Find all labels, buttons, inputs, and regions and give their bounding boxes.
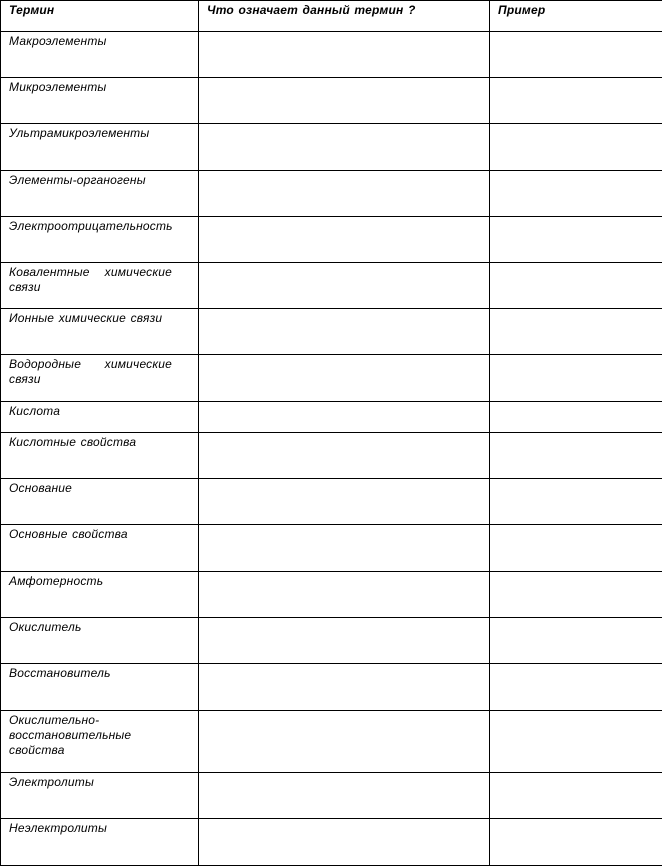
meaning-cell[interactable]: [199, 819, 490, 866]
meaning-cell[interactable]: [199, 124, 490, 171]
example-cell[interactable]: [490, 263, 662, 309]
example-cell[interactable]: [490, 124, 662, 171]
term-cell: Микроэлементы: [1, 78, 199, 124]
term-cell: Кислота: [1, 402, 199, 433]
example-cell[interactable]: [490, 309, 662, 355]
meaning-cell[interactable]: [199, 402, 490, 433]
example-cell[interactable]: [490, 433, 662, 479]
table-row: [1, 355, 662, 402]
meaning-cell[interactable]: [199, 664, 490, 711]
table-row: [1, 78, 662, 124]
example-cell[interactable]: [490, 773, 662, 819]
example-cell[interactable]: [490, 32, 662, 78]
term-cell: Окислительно-восстановительные свойства: [1, 711, 199, 773]
example-cell[interactable]: [490, 618, 662, 664]
meaning-cell[interactable]: [199, 78, 490, 124]
term-cell: Водородные химические связи: [1, 355, 199, 402]
table-row: [1, 819, 662, 866]
example-cell[interactable]: [490, 78, 662, 124]
term-cell: Ионные химические связи: [1, 309, 199, 355]
term-cell: Ковалентные химические связи: [1, 263, 199, 309]
table-row: [1, 711, 662, 773]
table-row: [1, 402, 662, 433]
example-cell[interactable]: [490, 711, 662, 773]
table-row: [1, 433, 662, 479]
table-row: [1, 479, 662, 525]
table-row: [1, 32, 662, 78]
term-cell: Электролиты: [1, 773, 199, 819]
meaning-cell[interactable]: [199, 263, 490, 309]
example-cell[interactable]: [490, 525, 662, 572]
table-header-row: [1, 1, 662, 32]
table-row: [1, 263, 662, 309]
meaning-cell[interactable]: [199, 711, 490, 773]
term-cell: Электроотрицательность: [1, 217, 199, 263]
meaning-cell[interactable]: [199, 572, 490, 618]
table-row: [1, 309, 662, 355]
term-cell: Неэлектролиты: [1, 819, 199, 866]
example-cell[interactable]: [490, 819, 662, 866]
table-row: [1, 618, 662, 664]
example-cell[interactable]: [490, 402, 662, 433]
term-cell: Основание: [1, 479, 199, 525]
header-meaning: Что означает данный термин ?: [199, 1, 490, 32]
term-cell: Основные свойства: [1, 525, 199, 572]
term-cell: Амфотерность: [1, 572, 199, 618]
term-cell: Кислотные свойства: [1, 433, 199, 479]
table-row: [1, 572, 662, 618]
table-row: [1, 773, 662, 819]
table-row: [1, 171, 662, 217]
meaning-cell[interactable]: [199, 355, 490, 402]
example-cell[interactable]: [490, 572, 662, 618]
meaning-cell[interactable]: [199, 479, 490, 525]
meaning-cell[interactable]: [199, 618, 490, 664]
table-row: [1, 525, 662, 572]
meaning-cell[interactable]: [199, 171, 490, 217]
meaning-cell[interactable]: [199, 773, 490, 819]
meaning-cell[interactable]: [199, 433, 490, 479]
table-row: [1, 217, 662, 263]
example-cell[interactable]: [490, 217, 662, 263]
example-cell[interactable]: [490, 479, 662, 525]
table-row: [1, 124, 662, 171]
term-cell: Восстановитель: [1, 664, 199, 711]
meaning-cell[interactable]: [199, 525, 490, 572]
meaning-cell[interactable]: [199, 217, 490, 263]
example-cell[interactable]: [490, 355, 662, 402]
meaning-cell[interactable]: [199, 309, 490, 355]
example-cell[interactable]: [490, 664, 662, 711]
term-cell: Ультрамикроэлементы: [1, 124, 199, 171]
term-cell: Макроэлементы: [1, 32, 199, 78]
term-cell: Окислитель: [1, 618, 199, 664]
header-term: Термин: [1, 1, 199, 32]
header-example: Пример: [490, 1, 662, 32]
table-row: [1, 664, 662, 711]
meaning-cell[interactable]: [199, 32, 490, 78]
example-cell[interactable]: [490, 171, 662, 217]
term-cell: Элементы-органогены: [1, 171, 199, 217]
